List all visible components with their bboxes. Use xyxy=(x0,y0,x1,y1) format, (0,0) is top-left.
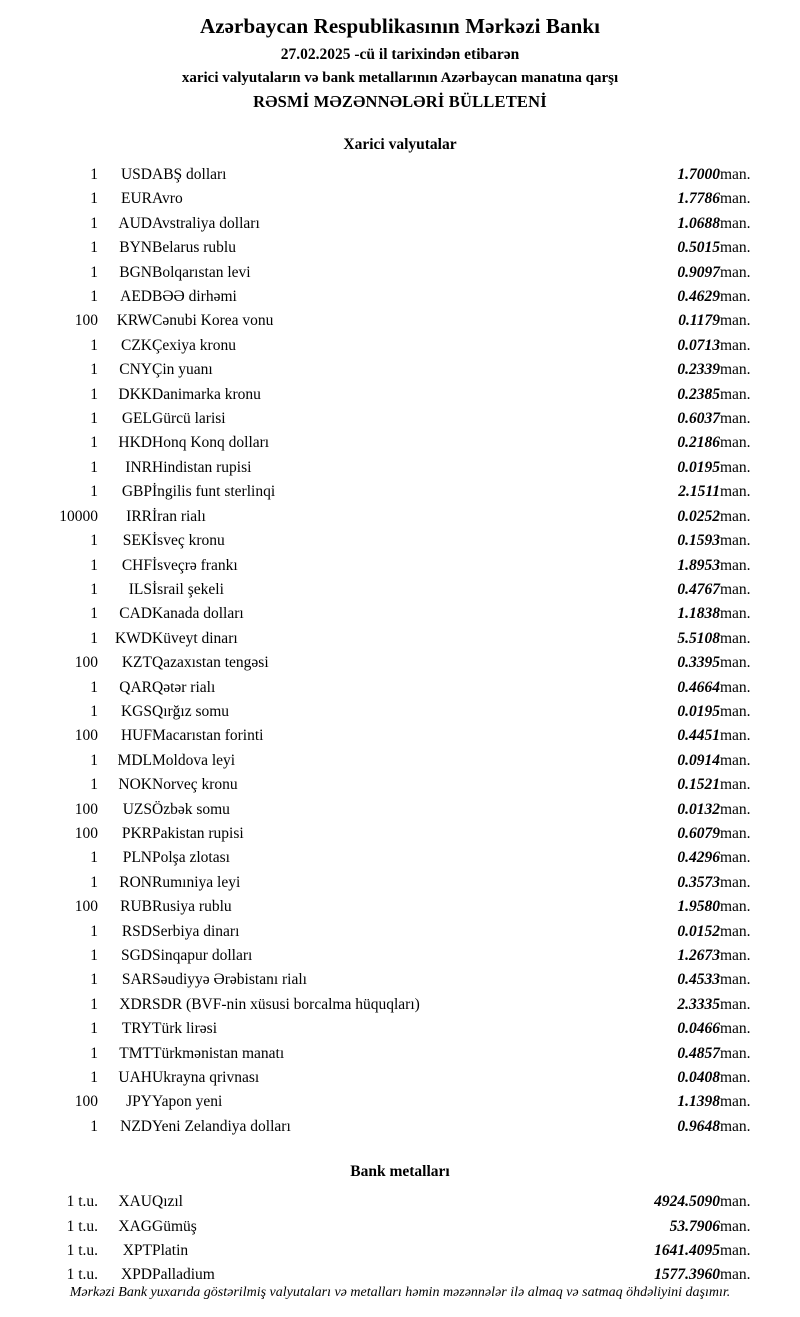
row-unit-label: man. xyxy=(720,1020,751,1038)
row-unit-label: man. xyxy=(720,922,751,940)
row-rate-value: 1.9580 xyxy=(677,898,720,916)
row-amount: 1 xyxy=(90,239,98,257)
row-currency-name: Qızıl xyxy=(152,1193,183,1211)
row-rate-value: 0.0195 xyxy=(677,458,720,476)
row-unit-label: man. xyxy=(720,702,751,720)
row-rate-value: 0.4857 xyxy=(677,1044,720,1062)
row-currency-name: Özbək somu xyxy=(152,800,230,818)
row-unit-label: man. xyxy=(720,727,751,745)
row-currency-code: RSD xyxy=(121,922,152,940)
row-currency-code: CZK xyxy=(121,336,152,354)
table-row xyxy=(36,773,764,797)
row-amount: 1 t.u. xyxy=(66,1193,98,1211)
table-row xyxy=(36,920,764,944)
table-row xyxy=(36,334,764,358)
row-currency-code: XPD xyxy=(120,1266,152,1284)
row-currency-name: SDR (BVF-nin xüsusi borcalma hüquqları) xyxy=(152,995,420,1013)
row-currency-code: RUB xyxy=(120,898,152,916)
row-currency-code: XDR xyxy=(119,995,152,1013)
row-currency-code: SAR xyxy=(121,971,152,989)
row-currency-code: UAH xyxy=(118,1069,152,1087)
row-currency-code: IRR xyxy=(126,507,152,525)
row-currency-name: Norveç kronu xyxy=(152,776,238,794)
row-rate-value: 0.4629 xyxy=(677,288,720,306)
row-rate-value: 0.6079 xyxy=(677,824,720,842)
row-rate-value: 1577.3960 xyxy=(654,1266,720,1284)
row-unit-label: man. xyxy=(720,361,751,379)
row-amount: 100 xyxy=(74,654,98,672)
table-row xyxy=(36,1115,764,1139)
table-row xyxy=(36,480,764,504)
row-rate-value: 0.4664 xyxy=(677,678,720,696)
table-row xyxy=(36,700,764,724)
row-rate-value: 53.7906 xyxy=(669,1217,720,1235)
row-unit-label: man. xyxy=(720,1117,751,1135)
currencies-table-body xyxy=(36,163,764,1139)
table-row xyxy=(36,285,764,309)
row-unit-label: man. xyxy=(720,776,751,794)
row-amount: 100 xyxy=(74,824,98,842)
table-row xyxy=(36,236,764,260)
row-amount: 1 xyxy=(90,434,98,452)
row-currency-code: NZD xyxy=(120,1117,152,1135)
row-unit-label: man. xyxy=(720,849,751,867)
row-amount: 1 xyxy=(90,263,98,281)
row-amount: 1 xyxy=(90,556,98,574)
row-rate-value: 0.1179 xyxy=(678,312,720,330)
row-amount: 1 xyxy=(90,166,98,183)
row-unit-label: man. xyxy=(720,214,751,232)
row-currency-name: Kanada dolları xyxy=(152,605,244,623)
row-currency-code: SGD xyxy=(120,947,152,964)
table-row xyxy=(36,846,764,870)
currencies-table xyxy=(36,163,764,1139)
row-currency-code: JPY xyxy=(126,1093,152,1111)
row-rate-value: 1.2673 xyxy=(677,947,720,964)
row-currency-name: İsveç kronu xyxy=(152,532,225,550)
row-rate-value: 0.2385 xyxy=(677,385,720,403)
row-unit-label: man. xyxy=(720,288,751,306)
row-rate-value: 4924.5090 xyxy=(654,1193,720,1211)
row-rate-value: 1641.4095 xyxy=(654,1242,720,1260)
row-currency-code: QAR xyxy=(119,678,152,696)
row-amount: 1 xyxy=(90,873,98,891)
row-rate-value: 0.4451 xyxy=(677,727,720,745)
footer-note: Mərkəzi Bank yuxarıda göstərilmiş valyutaları və metalları həmin məzənnələr ilə almaq və satmaq öhdəliyini daşımır. xyxy=(69,1285,731,1300)
table-row xyxy=(36,261,764,285)
table-row xyxy=(36,187,764,211)
row-unit-label: man. xyxy=(720,947,751,964)
row-amount: 100 xyxy=(74,312,98,330)
row-currency-code: GEL xyxy=(121,410,152,428)
row-amount: 1 xyxy=(90,1044,98,1062)
row-currency-name: Rumıniya leyi xyxy=(152,873,241,891)
row-amount: 1 xyxy=(90,678,98,696)
row-unit-label: man. xyxy=(720,336,751,354)
table-row xyxy=(36,1066,764,1090)
table-row xyxy=(36,895,764,919)
table-row xyxy=(36,163,764,187)
row-unit-label: man. xyxy=(720,824,751,842)
row-currency-name: Yeni Zelandiya dolları xyxy=(152,1117,291,1135)
row-currency-name: Ukrayna qrivnası xyxy=(152,1069,260,1087)
row-amount: 1 xyxy=(90,922,98,940)
row-currency-code: TRY xyxy=(121,1020,152,1038)
row-amount: 1 xyxy=(90,580,98,598)
row-currency-name: Polşa zlotası xyxy=(152,849,230,867)
table-row xyxy=(36,724,764,748)
table-row xyxy=(36,554,764,578)
row-amount: 1 xyxy=(90,361,98,379)
row-rate-value: 0.4296 xyxy=(677,849,720,867)
row-currency-name: Gürcü larisi xyxy=(152,410,226,428)
row-unit-label: man. xyxy=(720,654,751,672)
row-amount: 10000 xyxy=(59,507,98,525)
row-rate-value: 0.2186 xyxy=(677,434,720,452)
row-unit-label: man. xyxy=(720,434,751,452)
row-currency-name: Türkmənistan manatı xyxy=(152,1044,285,1062)
row-currency-code: BGN xyxy=(119,263,152,281)
row-currency-code: AUD xyxy=(118,214,152,232)
row-unit-label: man. xyxy=(720,629,751,647)
row-unit-label: man. xyxy=(720,556,751,574)
row-rate-value: 1.8953 xyxy=(677,556,720,574)
row-currency-name: İsrail şekeli xyxy=(152,580,224,598)
row-rate-value: 5.5108 xyxy=(677,629,720,647)
row-currency-name: Sinqapur dolları xyxy=(152,947,253,964)
table-row xyxy=(36,676,764,700)
row-rate-value: 0.0713 xyxy=(677,336,720,354)
row-currency-code: HKD xyxy=(118,434,152,452)
row-amount: 1 xyxy=(90,849,98,867)
row-unit-label: man. xyxy=(720,190,751,208)
row-currency-code: ILS xyxy=(128,580,152,598)
row-rate-value: 0.0914 xyxy=(677,751,720,769)
row-rate-value: 1.0688 xyxy=(677,214,720,232)
row-unit-label: man. xyxy=(720,239,751,257)
table-row xyxy=(36,822,764,846)
row-currency-code: PLN xyxy=(122,849,152,867)
row-unit-label: man. xyxy=(720,1193,751,1211)
table-row xyxy=(36,431,764,455)
row-amount: 1 t.u. xyxy=(66,1242,98,1260)
row-rate-value: 0.5015 xyxy=(677,239,720,257)
row-unit-label: man. xyxy=(720,385,751,403)
row-rate-value: 0.3573 xyxy=(677,873,720,891)
row-currency-name: Türk lirəsi xyxy=(152,1020,217,1038)
row-unit-label: man. xyxy=(720,532,751,550)
table-row xyxy=(36,456,764,480)
row-rate-value: 0.4533 xyxy=(677,971,720,989)
row-rate-value: 0.6037 xyxy=(677,410,720,428)
row-currency-code: GBP xyxy=(121,483,152,501)
row-currency-code: KRW xyxy=(116,312,152,330)
row-amount: 1 xyxy=(90,702,98,720)
row-rate-value: 0.4767 xyxy=(677,580,720,598)
table-row xyxy=(36,505,764,529)
row-amount: 1 t.u. xyxy=(66,1266,98,1284)
row-rate-value: 0.0195 xyxy=(677,702,720,720)
table-row xyxy=(36,798,764,822)
row-currency-name: Pakistan rupisi xyxy=(152,824,244,842)
row-rate-value: 0.3395 xyxy=(677,654,720,672)
row-currency-name: İngilis funt sterlinqi xyxy=(152,483,276,501)
row-currency-code: XAG xyxy=(118,1217,152,1235)
row-amount: 1 xyxy=(90,947,98,964)
row-currency-code: KZT xyxy=(121,654,152,672)
bulletin-title: RƏSMİ MƏZƏNNƏLƏRİ BÜLLETENİ xyxy=(253,92,547,111)
currencies-section-title: Xarici valyutalar xyxy=(343,136,457,153)
row-unit-label: man. xyxy=(720,1093,751,1111)
row-currency-name: Rusiya rublu xyxy=(152,898,232,916)
row-currency-name: İsveçrə frankı xyxy=(152,556,238,574)
row-rate-value: 1.7786 xyxy=(677,190,720,208)
row-rate-value: 2.3335 xyxy=(677,995,720,1013)
row-rate-value: 0.9097 xyxy=(677,263,720,281)
metals-section-title: Bank metalları xyxy=(350,1163,450,1181)
row-currency-name: Danimarka kronu xyxy=(152,385,261,403)
row-amount: 1 xyxy=(90,458,98,476)
table-row xyxy=(36,749,764,773)
row-amount: 1 xyxy=(90,410,98,428)
row-amount: 1 xyxy=(90,190,98,208)
row-unit-label: man. xyxy=(720,995,751,1013)
row-currency-name: Bolqarıstan levi xyxy=(152,263,251,281)
effective-date: 27.02.2025 -cü il tarixindən etibarən xyxy=(280,46,520,63)
table-row xyxy=(36,578,764,602)
row-unit-label: man. xyxy=(720,1242,751,1260)
row-currency-name: İran rialı xyxy=(152,507,206,525)
table-row xyxy=(36,407,764,431)
document-header xyxy=(36,14,764,112)
row-unit-label: man. xyxy=(720,580,751,598)
row-currency-code: HUF xyxy=(120,727,152,745)
table-row xyxy=(36,993,764,1017)
row-currency-code: RON xyxy=(119,873,152,891)
row-unit-label: man. xyxy=(720,605,751,623)
table-row xyxy=(36,651,764,675)
row-unit-label: man. xyxy=(720,458,751,476)
row-currency-code: KWD xyxy=(114,629,152,647)
row-amount: 1 xyxy=(90,1117,98,1135)
row-currency-name: Serbiya dinarı xyxy=(152,922,240,940)
row-currency-code: CAD xyxy=(119,605,152,623)
row-amount: 1 xyxy=(90,288,98,306)
row-currency-name: Honq Konq dolları xyxy=(152,434,270,452)
table-row xyxy=(36,1042,764,1066)
document-subtitle: xarici valyutaların və bank metallarının Azərbaycan manatına qarşı xyxy=(181,70,619,86)
row-amount: 1 xyxy=(90,605,98,623)
row-rate-value: 0.0152 xyxy=(677,922,720,940)
row-unit-label: man. xyxy=(720,971,751,989)
bank-name: Azərbaycan Respublikasının Mərkəzi Bankı xyxy=(199,14,601,38)
row-currency-name: Hindistan rupisi xyxy=(152,458,252,476)
row-amount: 1 xyxy=(90,483,98,501)
table-row xyxy=(36,871,764,895)
row-amount: 1 xyxy=(90,1069,98,1087)
row-unit-label: man. xyxy=(720,898,751,916)
row-amount: 1 xyxy=(90,751,98,769)
row-unit-label: man. xyxy=(720,312,751,330)
row-unit-label: man. xyxy=(720,1266,751,1284)
row-currency-code: TMT xyxy=(119,1044,152,1062)
row-currency-name: Qətər rialı xyxy=(152,678,216,696)
row-currency-code: UZS xyxy=(122,800,152,818)
row-currency-name: Qırğız somu xyxy=(152,702,230,720)
row-currency-name: Platin xyxy=(152,1242,189,1260)
table-row xyxy=(36,1090,764,1114)
row-unit-label: man. xyxy=(720,166,751,183)
row-currency-name: ABŞ dolları xyxy=(152,166,227,183)
row-rate-value: 0.0466 xyxy=(677,1020,720,1038)
row-currency-code: BYN xyxy=(119,239,152,257)
table-row xyxy=(36,944,764,968)
table-row xyxy=(36,309,764,333)
row-rate-value: 0.2339 xyxy=(677,361,720,379)
row-unit-label: man. xyxy=(720,800,751,818)
row-rate-value: 0.1593 xyxy=(677,532,720,550)
row-currency-code: USD xyxy=(120,166,152,183)
row-amount: 1 xyxy=(90,385,98,403)
row-currency-code: MDL xyxy=(117,751,152,769)
table-row xyxy=(36,627,764,651)
table-row xyxy=(36,968,764,992)
row-rate-value: 0.0408 xyxy=(677,1069,720,1087)
row-currency-code: KGS xyxy=(120,702,152,720)
row-currency-name: Çexiya kronu xyxy=(152,336,236,354)
row-currency-name: Gümüş xyxy=(152,1217,197,1235)
row-unit-label: man. xyxy=(720,678,751,696)
row-currency-name: Səudiyyə Ərəbistanı rialı xyxy=(152,971,307,989)
row-currency-code: AED xyxy=(120,288,152,306)
row-rate-value: 1.1838 xyxy=(677,605,720,623)
table-row xyxy=(36,212,764,236)
row-currency-name: Cənubi Korea vonu xyxy=(152,312,274,330)
table-row xyxy=(36,1215,764,1239)
row-currency-name: Qazaxıstan tengəsi xyxy=(152,654,269,672)
table-row xyxy=(36,529,764,553)
row-currency-code: NOK xyxy=(118,776,152,794)
row-unit-label: man. xyxy=(720,507,751,525)
row-currency-name: BƏƏ dirhəmi xyxy=(152,288,237,306)
row-currency-name: Avro xyxy=(152,190,183,208)
table-row xyxy=(36,358,764,382)
row-currency-name: Macarıstan forinti xyxy=(152,727,264,745)
row-currency-code: XPT xyxy=(122,1242,152,1260)
row-amount: 100 xyxy=(74,1093,98,1111)
row-rate-value: 0.9648 xyxy=(677,1117,720,1135)
row-rate-value: 0.0132 xyxy=(677,800,720,818)
row-currency-name: Yapon yeni xyxy=(152,1093,223,1111)
row-unit-label: man. xyxy=(720,1044,751,1062)
metals-table xyxy=(36,1190,764,1288)
metals-table-body xyxy=(36,1190,764,1288)
row-unit-label: man. xyxy=(720,751,751,769)
row-amount: 1 xyxy=(90,971,98,989)
row-rate-value: 1.1398 xyxy=(677,1093,720,1111)
row-unit-label: man. xyxy=(720,1217,751,1235)
row-currency-name: Palladium xyxy=(152,1266,215,1284)
row-amount: 100 xyxy=(74,898,98,916)
row-amount: 1 xyxy=(90,629,98,647)
table-row xyxy=(36,1017,764,1041)
row-currency-name: Moldova leyi xyxy=(152,751,236,769)
row-unit-label: man. xyxy=(720,263,751,281)
row-unit-label: man. xyxy=(720,410,751,428)
table-row xyxy=(36,602,764,626)
row-currency-code: INR xyxy=(125,458,152,476)
row-currency-code: DKK xyxy=(118,385,152,403)
row-rate-value: 1.7000 xyxy=(677,166,720,183)
row-currency-code: SEK xyxy=(122,532,152,550)
row-amount: 1 xyxy=(90,776,98,794)
row-rate-value: 2.1511 xyxy=(678,483,720,501)
row-amount: 100 xyxy=(74,800,98,818)
row-amount: 1 xyxy=(90,336,98,354)
table-row xyxy=(36,1190,764,1214)
row-amount: 1 xyxy=(90,995,98,1013)
row-unit-label: man. xyxy=(720,483,751,501)
row-currency-name: Belarus rublu xyxy=(152,239,236,257)
row-currency-code: XAU xyxy=(118,1193,152,1211)
table-row xyxy=(36,1239,764,1263)
row-rate-value: 0.1521 xyxy=(677,776,720,794)
row-amount: 1 xyxy=(90,214,98,232)
table-row xyxy=(36,383,764,407)
row-rate-value: 0.0252 xyxy=(677,507,720,525)
row-currency-code: CHF xyxy=(121,556,152,574)
row-amount: 1 xyxy=(90,532,98,550)
row-currency-code: PKR xyxy=(121,824,152,842)
row-currency-code: EUR xyxy=(121,190,152,208)
row-amount: 1 t.u. xyxy=(66,1217,98,1235)
row-amount: 100 xyxy=(74,727,98,745)
row-currency-name: Küveyt dinarı xyxy=(152,629,238,647)
row-currency-name: Çin yuanı xyxy=(152,361,213,379)
row-unit-label: man. xyxy=(720,873,751,891)
row-amount: 1 xyxy=(90,1020,98,1038)
row-unit-label: man. xyxy=(720,1069,751,1087)
row-currency-name: Avstraliya dolları xyxy=(152,214,260,232)
row-currency-code: CNY xyxy=(119,361,152,379)
